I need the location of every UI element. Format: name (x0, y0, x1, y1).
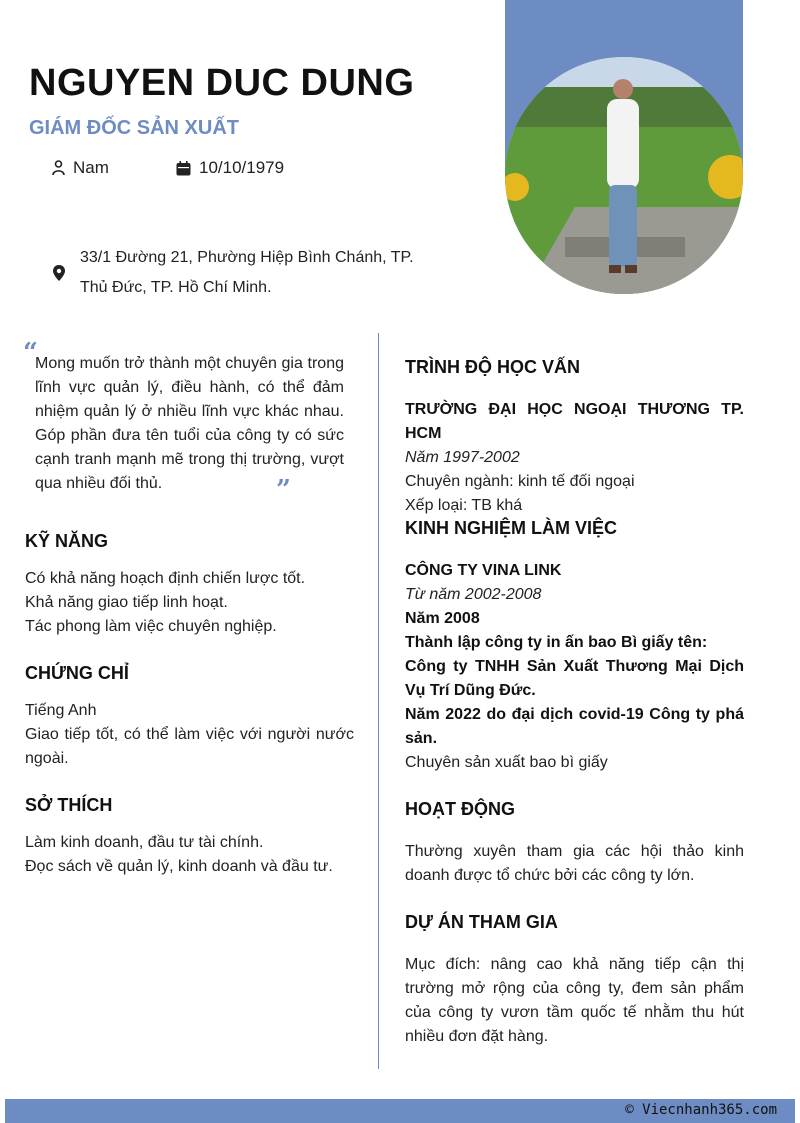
profile-photo (505, 57, 743, 294)
hobbies-heading: SỞ THÍCH (25, 795, 113, 815)
address-line-1: 33/1 Đường 21, Phường Hiệp Bình Chánh, TP. (80, 249, 414, 266)
education-major: Chuyên ngành: kinh tế đối ngoại (405, 473, 635, 490)
person-icon (52, 160, 65, 176)
career-objective: Mong muốn trở thành một chuyên gia trong lĩnh vực quản lý, điều hành, có thể đảm nhiệm quản lý ở nhiều lĩnh vực khác nhau. Góp phần đưa tên tuổi của công ty có sức cạnh tranh mạnh mẽ trong thị trường, vượt qua nhiều đối thủ. (35, 355, 344, 492)
dob-value: 10/10/1979 (199, 158, 285, 177)
experience-founded: Thành lập công ty in ấn bao Bì giấy tên: (405, 634, 708, 651)
education-heading: TRÌNH ĐỘ HỌC VẤN (405, 357, 580, 377)
experience-heading: KINH NGHIỆM LÀM VIỆC (405, 518, 618, 538)
location-pin-icon (52, 265, 66, 281)
projects-heading: DỰ ÁN THAM GIA (405, 912, 558, 932)
address (80, 243, 440, 303)
skill-item: Tác phong làm việc chuyên nghiệp. (25, 618, 277, 635)
candidate-name: NGUYEN DUC DUNG (29, 62, 415, 104)
education-grade: Xếp loại: TB khá (405, 497, 523, 514)
skill-item: Có khả năng hoạch định chiến lược tốt. (25, 570, 306, 587)
gender-value: Nam (73, 158, 109, 177)
hobby-item: Đọc sách về quản lý, kinh doanh và đầu tư. (25, 858, 333, 875)
experience-business: Chuyên sản xuất bao bì giấy (405, 754, 608, 771)
certificates-list (25, 699, 354, 771)
education-section (405, 398, 744, 518)
certificate-item: Tiếng Anh (25, 702, 97, 719)
skill-item: Khả năng giao tiếp linh hoạt. (25, 594, 228, 611)
skills-list (25, 567, 354, 639)
experience-section (405, 559, 744, 775)
experience-closed: Năm 2022 do đại dịch covid-19 Công ty phá sản. (405, 706, 744, 747)
gender-info (52, 158, 109, 178)
certificates-heading: CHỨNG CHỈ (25, 663, 129, 683)
activities-heading: HOẠT ĐỘNG (405, 799, 515, 819)
close-quote-mark: ” (276, 475, 291, 505)
experience-period: Từ năm 2002-2008 (405, 586, 542, 603)
certificate-item: Giao tiếp tốt, có thể làm việc với người nước ngoài. (25, 726, 354, 767)
footer-credit: © Viecnhanh365.com (625, 1102, 777, 1118)
open-quote-mark: “ (23, 338, 38, 368)
experience-company-legal-name: Công ty TNHH Sản Xuất Thương Mại Dịch Vụ Trí Dũng Đức. (405, 658, 744, 699)
hobbies-list (25, 831, 354, 879)
skills-heading: KỸ NĂNG (25, 531, 109, 551)
calendar-icon (176, 161, 191, 176)
activities-text: Thường xuyên tham gia các hội thảo kinh doanh được tổ chức bởi các công ty lớn. (405, 843, 744, 884)
experience-year: Năm 2008 (405, 610, 480, 627)
column-divider (378, 333, 379, 1069)
dob-info (176, 158, 284, 178)
school-name: TRƯỜNG ĐẠI HỌC NGOẠI THƯƠNG TP. HCM (405, 401, 744, 442)
job-title: GIÁM ĐỐC SẢN XUẤT (29, 117, 239, 139)
company-name: CÔNG TY VINA LINK (405, 562, 562, 579)
projects-text: Mục đích: nâng cao khả năng tiếp cận thị trường mở rộng của công ty, đem sản phẩm của công ty vươn tầm quốc tế nhằm thu hút nhiều đơn đặt hàng. (405, 956, 744, 1045)
address-line-2: Thủ Đức, TP. Hồ Chí Minh. (80, 279, 272, 296)
hobby-item: Làm kinh doanh, đầu tư tài chính. (25, 834, 264, 851)
footer-bar (5, 1099, 795, 1123)
education-years: Năm 1997-2002 (405, 449, 520, 466)
